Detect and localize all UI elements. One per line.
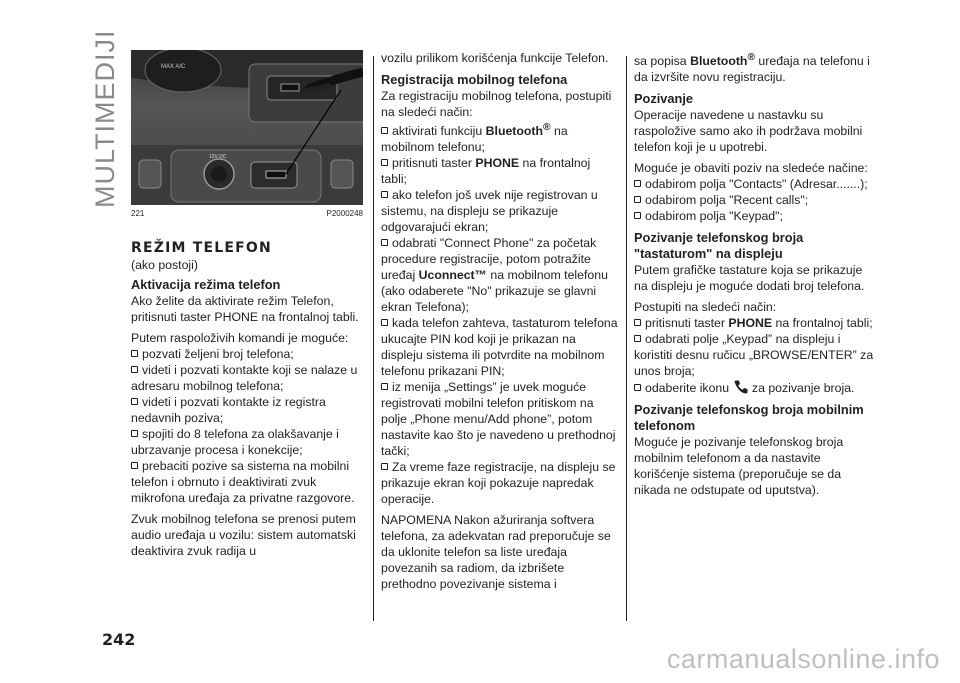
list-item: videti i pozvati kontakte iz registra nedavnih poziva; [131, 395, 326, 425]
heading-activation: Aktivacija režima telefon [131, 277, 281, 292]
heading-calling: Pozivanje [634, 91, 694, 107]
paragraph: sa popisa Bluetooth® uređaja na telefonu i da izvršite novu registraciju. [634, 52, 870, 85]
figure-code: P2000248 [326, 209, 363, 218]
figure-photo [131, 50, 363, 205]
heading-mobile-call: Pozivanje telefonskog broja mobilnim telefonom [634, 402, 864, 434]
bullet-icon [634, 335, 641, 342]
bullet-icon [381, 319, 388, 326]
column-2 [381, 50, 618, 592]
bullet-icon [131, 430, 138, 437]
list-item: pritisnuti taster PHONE na frontalnoj tabli; [381, 156, 591, 187]
paragraph: Za registraciju mobilnog telefona, postupiti na sledeći način: [381, 89, 612, 119]
ac-label: MAX A/C [161, 64, 186, 70]
list-item: odabrati polje „Keypad” na displeju i koristiti desnu ručicu „BROWSE/ENTER” za unos broja; [634, 332, 874, 379]
paragraph: vozilu prilikom korišćenja funkcije Telefon. [381, 51, 609, 65]
column-3 [634, 50, 879, 498]
figure-number: 221 [131, 209, 145, 218]
heading-registration: Registracija mobilnog telefona [381, 72, 568, 87]
paragraph: Zvuk mobilnog telefona se prenosi putem audio uređaja u vozilu: sistem automatski deaktivira zvuk radija u [131, 512, 356, 558]
bullet-icon [131, 350, 138, 357]
bullet-icon [381, 239, 388, 246]
bullet-icon [131, 462, 138, 469]
bullet-icon [381, 191, 388, 198]
bullet-icon [634, 212, 641, 219]
bullet-icon [381, 159, 388, 166]
bullet-icon [381, 383, 388, 390]
column-1 [131, 50, 363, 559]
paragraph: Postupiti na sledeći način: [634, 300, 777, 315]
paragraph: Operacije navedene u nastavku su raspoložive samo ako ih podržava mobilni telefon koji je u upotrebi. [634, 108, 863, 155]
list-item: Za vreme faze registracije, na displeju se prikazuje ekran koji pokazuje napredak operacije. [381, 460, 616, 507]
list-item: iz menija „Settings” je uvek moguće registrovati mobilni telefon pritiskom na polje „Phone menu/Add phone”, potom nastavite kao što je navedeno u prethodnoj tački; [381, 380, 616, 459]
bullet-icon [634, 319, 641, 326]
list-item: odaberite ikonu za pozivanje broja. [634, 379, 879, 396]
section-title: REŽIM TELEFON [131, 240, 272, 256]
paragraph: Moguće je pozivanje telefonskog broja mobilnim telefonom a da nastavite korišćenje sistema (preporučuje se da nikada ne odstupate od uputstva). [634, 435, 844, 498]
bullet-icon [381, 127, 388, 134]
list-item: videti i pozvati kontakte koji se nalaze u adresaru mobilnog telefona; [131, 363, 358, 393]
paragraph: Moguće je obaviti poziv na sledeće načine: [634, 161, 868, 176]
list-item: prebaciti pozive sa sistema na mobilni telefon i obrnuto i deaktivirati zvuk mikrofona uređaja za privatne razgovore. [131, 459, 355, 505]
note-paragraph: NAPOMENA Nakon ažuriranja softvera telefona, za adekvatan rad preporučuje se da uklonite telefon sa liste uređaja povezanih sa radiom, da izbrišete prethodno povezivanje sistema i [381, 513, 611, 592]
12v-label: 12V DC [209, 154, 227, 160]
page-number: 242 [102, 630, 136, 649]
list-item: spojiti do 8 telefona za olakšavanje i ubrzavanje procesa i konekcije; [131, 427, 339, 457]
list-item: pozvati željeni broj telefona; [131, 346, 363, 362]
list-item: odabirom polja "Recent calls"; [634, 192, 879, 208]
phone-icon [733, 379, 749, 395]
list-item: ako telefon još uvek nije registrovan u sistemu, na displeju se prikazuje odgovarajući ekran; [381, 188, 598, 235]
list-item: kada telefon zahteva, tastaturom telefona ukucajte PIN kod koji je prikazan na displeju sistema ili potvrdite na mobilnom telefonu prikazani PIN; [381, 316, 618, 379]
column-divider [626, 56, 627, 621]
paragraph: Putem grafičke tastature koja se prikazuje na displeju je moguće dodati broj telefona. [634, 263, 865, 294]
figure-caption [131, 209, 363, 221]
paragraph: Ako želite da aktivirate režim Telefon, pritisnuti taster PHONE na frontalnoj tabli. [131, 294, 359, 324]
bullet-icon [381, 463, 388, 470]
heading-keypad-call: Pozivanje telefonskog broja "tastaturom" na displeju [634, 230, 804, 262]
list-item: odabirom polja "Contacts" (Adresar.......); [634, 176, 879, 192]
bullet-icon [634, 384, 641, 391]
chapter-side-label [82, 29, 122, 210]
bullet-icon [634, 196, 641, 203]
column-divider [373, 56, 374, 621]
list-item: odabrati "Connect Phone" za početak procedure registracije, potom potražite uređaj Uconnect™ na mobilnom telefonu (ako odaberete "No" prikazuje se glavni ekran Telefona); [381, 236, 608, 315]
chapter-title: MULTIMEDIJI [90, 29, 120, 208]
section-subtitle: (ako postoji) [131, 258, 198, 272]
bullet-icon [131, 366, 138, 373]
watermark-logo: carmanualsonline.info [666, 644, 940, 674]
list-item: odabirom polja "Keypad"; [634, 208, 879, 224]
bullet-icon [131, 398, 138, 405]
dashboard-usb-illustration [131, 50, 363, 205]
bullet-icon [634, 180, 641, 187]
list-item: aktivirati funkciju Bluetooth® na mobilnom telefonu; [381, 122, 568, 155]
list-item: pritisnuti taster PHONE na frontalnoj tabli; [634, 315, 879, 331]
paragraph: Putem raspoloživih komandi je moguće: [131, 331, 349, 345]
